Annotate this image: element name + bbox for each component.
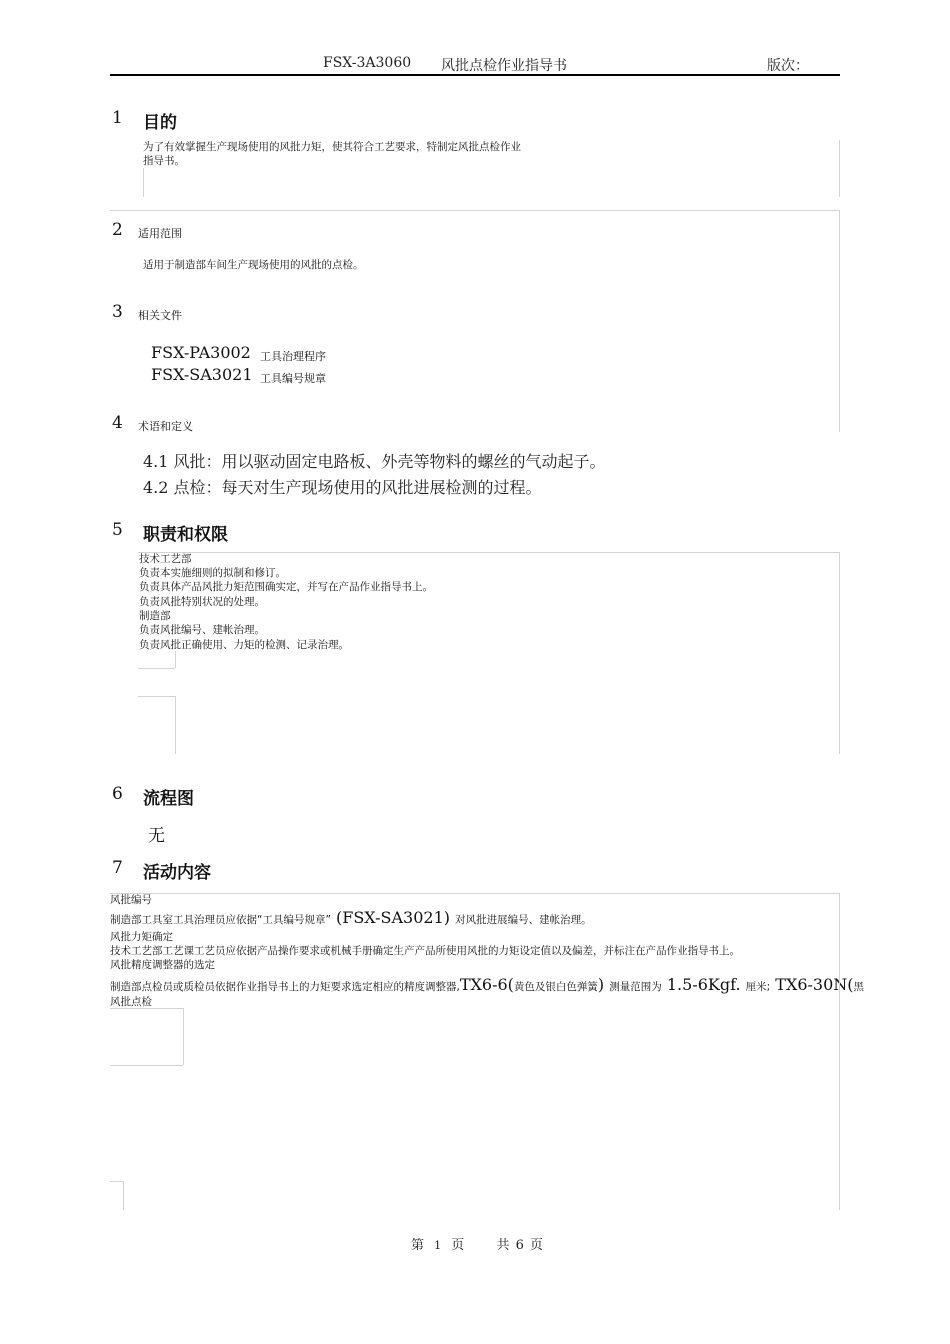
frame-line — [110, 210, 840, 211]
frame-line — [110, 1008, 183, 1009]
section-text: 适用于制造部车间生产现场使用的风批的点检。 — [143, 259, 364, 271]
file-code: FSX-SA3021 — [151, 365, 253, 384]
section-text-line: 指导书。 — [143, 155, 185, 167]
frame-line — [175, 696, 176, 754]
frame-line — [839, 210, 840, 432]
section-number: 2 — [112, 220, 123, 240]
activity-heading: 风批点检 — [110, 996, 152, 1008]
version-label: 版次： — [767, 58, 809, 74]
term-item: 4.2 点检：每天对生产现场使用的风批进展检测的过程。 — [143, 478, 542, 497]
section-title: 活动内容 — [143, 863, 211, 883]
section-title: 职责和权限 — [143, 525, 228, 545]
frame-line — [110, 893, 840, 894]
term-item: 4.1 风批：用以驱动固定电路板、外壳等物料的螺丝的气动起子。 — [143, 452, 606, 471]
activity-line — [110, 908, 592, 927]
section-number: 5 — [112, 520, 123, 540]
doc-reference: (FSX-SA3021) — [335, 908, 450, 927]
frame-line — [839, 552, 840, 754]
responsibility-line: 负责本实施细则的拟制和修订。 — [139, 567, 286, 579]
activity-text: 黄色及银白色弹簧 — [513, 981, 598, 993]
responsibility-line: 负责风批特别状况的处理。 — [139, 596, 265, 608]
section-number: 4 — [112, 413, 123, 433]
section-text: 无 — [148, 826, 165, 846]
frame-line — [110, 1065, 183, 1066]
responsibility-line: 负责风批编号、建帐治理。 — [139, 624, 265, 636]
section-number: 7 — [112, 858, 123, 878]
frame-line — [175, 651, 176, 668]
responsibility-line: 技术工艺部 — [139, 553, 192, 565]
model-code: TX6-30N( — [775, 975, 854, 994]
frame-line — [143, 168, 144, 197]
section-title: 目的 — [143, 113, 177, 133]
frame-line — [123, 1181, 124, 1210]
unit-text: 厘米; — [745, 981, 771, 993]
activity-text: 对风批进展编号、建帐治理。 — [455, 914, 592, 926]
page-footer — [411, 1234, 543, 1253]
file-code: FSX-PA3002 — [151, 343, 251, 362]
total-unit: 页 — [530, 1238, 544, 1253]
total-prefix: 共 — [496, 1238, 510, 1253]
page-prefix: 第 — [411, 1238, 425, 1253]
model-code: TX6-6( — [459, 975, 514, 994]
responsibility-line: 制造部 — [139, 610, 171, 622]
activity-text: 制造部点检员或质检员依据作业指导书上的力矩要求选定相应的精度调整器, — [110, 981, 460, 993]
header-rule — [110, 74, 840, 76]
responsibility-line: 负责具体产品风批力矩范围确实定，并写在产品作业指导书上。 — [139, 581, 433, 593]
frame-line — [839, 140, 840, 197]
section-text-line: 为了有效掌握生产现场使用的风批力矩，使其符合工艺要求，特制定风批点检作业 — [143, 141, 521, 153]
document-title: 风批点检作业指导书 — [441, 58, 567, 74]
section-title: 流程图 — [143, 789, 194, 809]
section-title: 术语和定义 — [138, 420, 193, 433]
range-value: 1.5-6Kgf. — [666, 975, 741, 994]
activity-text: 测量范围为 — [609, 981, 662, 993]
section-number: 1 — [112, 108, 123, 128]
section-number: 3 — [112, 302, 123, 322]
activity-text: 黑 — [853, 981, 865, 993]
section-number: 6 — [112, 784, 123, 804]
activity-text: 技术工艺部工艺课工艺员应依据产品操作要求或机械手册确定生产产品所使用风批的力矩设定值以及偏差，并标注在产品作业指导书上。 — [110, 945, 740, 957]
frame-line — [183, 1008, 184, 1065]
frame-line — [138, 696, 175, 697]
activity-text: 制造部工具室工具治理员应依据“工具编号规章” — [110, 914, 331, 926]
frame-line — [839, 893, 840, 1210]
activity-heading: 风批编号 — [110, 894, 152, 906]
page-unit: 页 — [451, 1238, 465, 1253]
frame-line — [138, 552, 840, 553]
section-title: 适用范围 — [138, 227, 182, 240]
total-pages: 6 — [515, 1238, 524, 1253]
frame-line — [110, 1181, 123, 1182]
responsibility-line: 负责风批正确使用、力矩的检测、记录治理。 — [139, 639, 349, 651]
file-name: 工具编号规章 — [260, 372, 326, 385]
file-name: 工具治理程序 — [260, 350, 326, 363]
activity-heading: 风批精度调整器的选定 — [110, 959, 215, 971]
paren: ) — [597, 975, 605, 994]
activity-line — [110, 975, 950, 994]
document-code: FSX-3A3060 — [323, 55, 412, 71]
activity-heading: 风批力矩确定 — [110, 931, 173, 943]
section-title: 相关文件 — [138, 309, 182, 322]
page-number: 1 — [434, 1239, 442, 1252]
frame-line — [138, 668, 175, 669]
